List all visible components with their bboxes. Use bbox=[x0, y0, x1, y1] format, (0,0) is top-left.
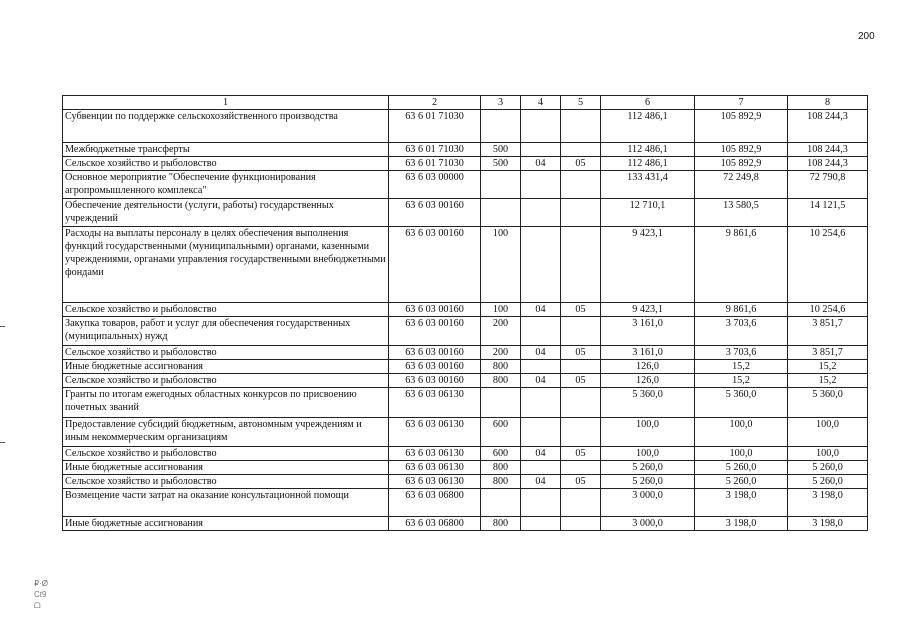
subsection-cell: 05 bbox=[561, 374, 601, 388]
amount-year2-cell: 72 249,8 bbox=[695, 171, 788, 199]
margin-mark: Ct9 bbox=[34, 590, 47, 599]
margin-mark: ᗝ bbox=[34, 601, 41, 610]
table-body bbox=[63, 96, 868, 531]
table-row bbox=[63, 227, 868, 303]
amount-year1-cell: 9 423,1 bbox=[601, 227, 695, 303]
expense-name-cell: Предоставление субсидий бюджетным, автономным учреждениям и иным некоммерческим организациям bbox=[63, 418, 389, 447]
table-row bbox=[63, 346, 868, 360]
table-row bbox=[63, 143, 868, 157]
amount-year2-cell: 5 260,0 bbox=[695, 461, 788, 475]
table-row bbox=[63, 517, 868, 531]
section-cell: 04 bbox=[521, 374, 561, 388]
expense-type-cell: 800 bbox=[481, 374, 521, 388]
expense-type-cell: 800 bbox=[481, 360, 521, 374]
section-cell: 04 bbox=[521, 303, 561, 317]
table-row bbox=[63, 388, 868, 418]
amount-year1-cell: 5 260,0 bbox=[601, 461, 695, 475]
column-header: 1 bbox=[63, 96, 389, 110]
amount-year1-cell: 3 000,0 bbox=[601, 517, 695, 531]
section-cell bbox=[521, 388, 561, 418]
subsection-cell bbox=[561, 317, 601, 346]
expense-type-cell: 200 bbox=[481, 346, 521, 360]
amount-year3-cell: 3 198,0 bbox=[788, 489, 868, 517]
section-cell: 04 bbox=[521, 447, 561, 461]
amount-year2-cell: 100,0 bbox=[695, 447, 788, 461]
amount-year2-cell: 5 360,0 bbox=[695, 388, 788, 418]
amount-year3-cell: 3 198,0 bbox=[788, 517, 868, 531]
column-header: 7 bbox=[695, 96, 788, 110]
expense-name-cell: Иные бюджетные ассигнования bbox=[63, 517, 389, 531]
amount-year1-cell: 9 423,1 bbox=[601, 303, 695, 317]
target-code-cell: 63 6 03 00160 bbox=[389, 227, 481, 303]
margin-mark: ₽·Ø bbox=[34, 579, 48, 588]
expense-type-cell bbox=[481, 489, 521, 517]
target-code-cell: 63 6 01 71030 bbox=[389, 143, 481, 157]
amount-year2-cell: 105 892,9 bbox=[695, 143, 788, 157]
amount-year1-cell: 126,0 bbox=[601, 374, 695, 388]
page-number: 200 bbox=[858, 31, 875, 42]
amount-year2-cell: 3 703,6 bbox=[695, 346, 788, 360]
section-cell bbox=[521, 199, 561, 227]
amount-year3-cell: 108 244,3 bbox=[788, 143, 868, 157]
subsection-cell: 05 bbox=[561, 475, 601, 489]
subsection-cell: 05 bbox=[561, 157, 601, 171]
amount-year3-cell: 5 360,0 bbox=[788, 388, 868, 418]
expense-name-cell: Закупка товаров, работ и услуг для обеспечения государственных (муниципальных) нужд bbox=[63, 317, 389, 346]
amount-year1-cell: 3 161,0 bbox=[601, 317, 695, 346]
expense-type-cell bbox=[481, 171, 521, 199]
section-cell bbox=[521, 143, 561, 157]
amount-year3-cell: 15,2 bbox=[788, 374, 868, 388]
section-cell bbox=[521, 517, 561, 531]
subsection-cell bbox=[561, 199, 601, 227]
table-row bbox=[63, 317, 868, 346]
amount-year3-cell: 10 254,6 bbox=[788, 227, 868, 303]
expense-type-cell: 800 bbox=[481, 475, 521, 489]
amount-year1-cell: 133 431,4 bbox=[601, 171, 695, 199]
amount-year3-cell: 108 244,3 bbox=[788, 110, 868, 143]
target-code-cell: 63 6 03 06130 bbox=[389, 418, 481, 447]
expense-name-cell: Иные бюджетные ассигнования bbox=[63, 360, 389, 374]
subsection-cell bbox=[561, 388, 601, 418]
target-code-cell: 63 6 03 00160 bbox=[389, 199, 481, 227]
subsection-cell bbox=[561, 418, 601, 447]
section-cell bbox=[521, 171, 561, 199]
target-code-cell: 63 6 01 71030 bbox=[389, 157, 481, 171]
table-row bbox=[63, 374, 868, 388]
target-code-cell: 63 6 03 00160 bbox=[389, 346, 481, 360]
expense-name-cell: Обеспечение деятельности (услуги, работы) государственных учреждений bbox=[63, 199, 389, 227]
column-header: 8 bbox=[788, 96, 868, 110]
amount-year1-cell: 126,0 bbox=[601, 360, 695, 374]
target-code-cell: 63 6 03 06130 bbox=[389, 388, 481, 418]
column-header: 3 bbox=[481, 96, 521, 110]
subsection-cell bbox=[561, 461, 601, 475]
amount-year2-cell: 3 198,0 bbox=[695, 517, 788, 531]
table-row bbox=[63, 461, 868, 475]
amount-year3-cell: 10 254,6 bbox=[788, 303, 868, 317]
expense-name-cell: Сельское хозяйство и рыболовство bbox=[63, 374, 389, 388]
target-code-cell: 63 6 03 00160 bbox=[389, 303, 481, 317]
section-cell bbox=[521, 418, 561, 447]
margin-marks bbox=[34, 578, 48, 611]
amount-year2-cell: 100,0 bbox=[695, 418, 788, 447]
subsection-cell bbox=[561, 517, 601, 531]
subsection-cell bbox=[561, 171, 601, 199]
amount-year1-cell: 3 161,0 bbox=[601, 346, 695, 360]
target-code-cell: 63 6 03 00160 bbox=[389, 360, 481, 374]
table-row bbox=[63, 171, 868, 199]
amount-year3-cell: 15,2 bbox=[788, 360, 868, 374]
edge-mark bbox=[0, 326, 5, 327]
amount-year2-cell: 105 892,9 bbox=[695, 110, 788, 143]
expense-name-cell: Сельское хозяйство и рыболовство bbox=[63, 475, 389, 489]
amount-year1-cell: 12 710,1 bbox=[601, 199, 695, 227]
column-header: 4 bbox=[521, 96, 561, 110]
amount-year1-cell: 100,0 bbox=[601, 418, 695, 447]
expense-type-cell: 100 bbox=[481, 227, 521, 303]
expense-name-cell: Сельское хозяйство и рыболовство bbox=[63, 346, 389, 360]
amount-year2-cell: 9 861,6 bbox=[695, 227, 788, 303]
subsection-cell: 05 bbox=[561, 303, 601, 317]
subsection-cell bbox=[561, 360, 601, 374]
subsection-cell: 05 bbox=[561, 346, 601, 360]
column-header: 6 bbox=[601, 96, 695, 110]
table-row bbox=[63, 418, 868, 447]
expense-name-cell: Сельское хозяйство и рыболовство bbox=[63, 157, 389, 171]
expense-type-cell: 800 bbox=[481, 461, 521, 475]
section-cell: 04 bbox=[521, 157, 561, 171]
table-row bbox=[63, 475, 868, 489]
amount-year2-cell: 3 703,6 bbox=[695, 317, 788, 346]
section-cell bbox=[521, 489, 561, 517]
target-code-cell: 63 6 03 06130 bbox=[389, 447, 481, 461]
column-number-row bbox=[63, 96, 868, 110]
expense-type-cell: 100 bbox=[481, 303, 521, 317]
target-code-cell: 63 6 03 06800 bbox=[389, 517, 481, 531]
amount-year2-cell: 105 892,9 bbox=[695, 157, 788, 171]
table-row bbox=[63, 447, 868, 461]
section-cell bbox=[521, 360, 561, 374]
expense-name-cell: Основное мероприятие "Обеспечение функционирования агропромышленного комплекса" bbox=[63, 171, 389, 199]
expense-type-cell: 500 bbox=[481, 157, 521, 171]
edge-mark bbox=[0, 442, 5, 443]
expense-type-cell: 600 bbox=[481, 418, 521, 447]
expense-type-cell bbox=[481, 388, 521, 418]
table-row bbox=[63, 303, 868, 317]
amount-year1-cell: 5 360,0 bbox=[601, 388, 695, 418]
target-code-cell: 63 6 03 00160 bbox=[389, 374, 481, 388]
expense-type-cell bbox=[481, 199, 521, 227]
amount-year2-cell: 15,2 bbox=[695, 360, 788, 374]
subsection-cell bbox=[561, 489, 601, 517]
amount-year3-cell: 14 121,5 bbox=[788, 199, 868, 227]
budget-table bbox=[62, 95, 868, 531]
expense-name-cell: Сельское хозяйство и рыболовство bbox=[63, 447, 389, 461]
amount-year1-cell: 5 260,0 bbox=[601, 475, 695, 489]
expense-type-cell: 200 bbox=[481, 317, 521, 346]
expense-name-cell: Иные бюджетные ассигнования bbox=[63, 461, 389, 475]
section-cell bbox=[521, 461, 561, 475]
target-code-cell: 63 6 03 06130 bbox=[389, 461, 481, 475]
amount-year3-cell: 5 260,0 bbox=[788, 461, 868, 475]
amount-year3-cell: 108 244,3 bbox=[788, 157, 868, 171]
column-header: 5 bbox=[561, 96, 601, 110]
table-row bbox=[63, 110, 868, 143]
section-cell bbox=[521, 227, 561, 303]
subsection-cell: 05 bbox=[561, 447, 601, 461]
subsection-cell bbox=[561, 227, 601, 303]
amount-year3-cell: 3 851,7 bbox=[788, 317, 868, 346]
amount-year1-cell: 112 486,1 bbox=[601, 143, 695, 157]
amount-year2-cell: 13 580,5 bbox=[695, 199, 788, 227]
amount-year2-cell: 15,2 bbox=[695, 374, 788, 388]
expense-name-cell: Гранты по итогам ежегодных областных конкурсов по присвоению почетных званий bbox=[63, 388, 389, 418]
expense-name-cell: Межбюджетные трансферты bbox=[63, 143, 389, 157]
amount-year1-cell: 3 000,0 bbox=[601, 489, 695, 517]
table-row bbox=[63, 489, 868, 517]
table-row bbox=[63, 157, 868, 171]
expense-type-cell: 600 bbox=[481, 447, 521, 461]
expense-type-cell: 800 bbox=[481, 517, 521, 531]
subsection-cell bbox=[561, 110, 601, 143]
amount-year3-cell: 100,0 bbox=[788, 418, 868, 447]
target-code-cell: 63 6 03 06130 bbox=[389, 475, 481, 489]
target-code-cell: 63 6 03 00160 bbox=[389, 317, 481, 346]
amount-year3-cell: 5 260,0 bbox=[788, 475, 868, 489]
section-cell: 04 bbox=[521, 475, 561, 489]
section-cell bbox=[521, 110, 561, 143]
column-header: 2 bbox=[389, 96, 481, 110]
amount-year2-cell: 9 861,6 bbox=[695, 303, 788, 317]
expense-name-cell: Субвенции по поддержке сельскохозяйственного производства bbox=[63, 110, 389, 143]
amount-year1-cell: 112 486,1 bbox=[601, 110, 695, 143]
expense-name-cell: Возмещение части затрат на оказание консультационной помощи bbox=[63, 489, 389, 517]
target-code-cell: 63 6 03 00000 bbox=[389, 171, 481, 199]
expense-type-cell: 500 bbox=[481, 143, 521, 157]
amount-year2-cell: 5 260,0 bbox=[695, 475, 788, 489]
amount-year3-cell: 3 851,7 bbox=[788, 346, 868, 360]
amount-year2-cell: 3 198,0 bbox=[695, 489, 788, 517]
section-cell bbox=[521, 317, 561, 346]
subsection-cell bbox=[561, 143, 601, 157]
amount-year1-cell: 100,0 bbox=[601, 447, 695, 461]
section-cell: 04 bbox=[521, 346, 561, 360]
amount-year1-cell: 112 486,1 bbox=[601, 157, 695, 171]
table-row bbox=[63, 360, 868, 374]
expense-name-cell: Расходы на выплаты персоналу в целях обеспечения выполнения функций государственными (муниципальными) органами, казенными учреждениями, органами управления государственными внебюджетными фондами bbox=[63, 227, 389, 303]
target-code-cell: 63 6 01 71030 bbox=[389, 110, 481, 143]
amount-year3-cell: 72 790,8 bbox=[788, 171, 868, 199]
target-code-cell: 63 6 03 06800 bbox=[389, 489, 481, 517]
expense-type-cell bbox=[481, 110, 521, 143]
amount-year3-cell: 100,0 bbox=[788, 447, 868, 461]
table-row bbox=[63, 199, 868, 227]
expense-name-cell: Сельское хозяйство и рыболовство bbox=[63, 303, 389, 317]
